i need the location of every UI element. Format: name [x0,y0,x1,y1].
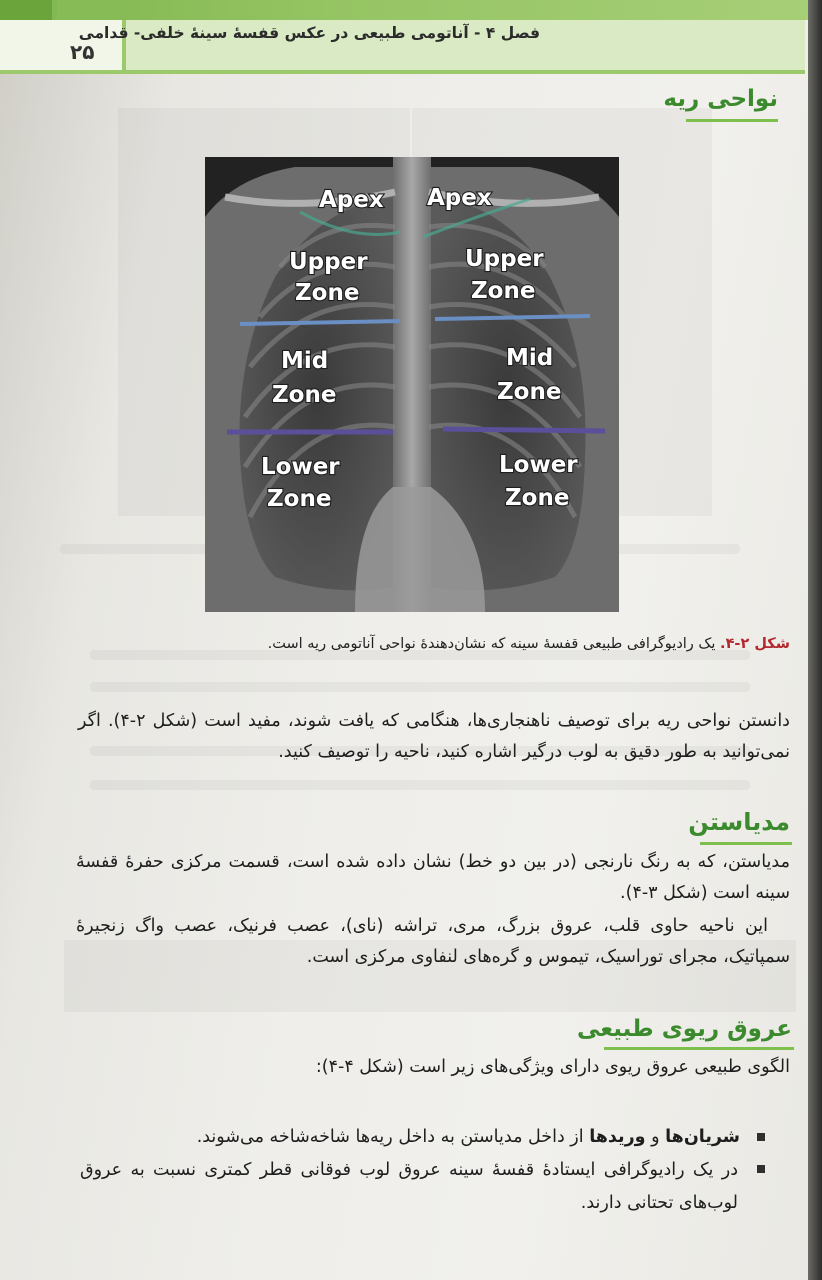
page-number: ۲۵ [70,40,95,64]
caption-label: شکل ۲-۴. [720,636,790,652]
label-mid-left-1: Mid [506,345,554,371]
label-mid-left-2: Zone [497,379,562,405]
paragraph-mediastinum-1: مدیاستن، که به رنگ نارنجی (در بین دو خط) نشان داده شده است، قسمت مرکزی حفرهٔ قفسهٔ سینه است (شکل ۳-۴). [76,852,790,903]
figure-caption [230,636,790,652]
bullet-bold-arteries: شریان‌ها [665,1127,740,1147]
mid-lower-divider-left [443,429,605,431]
bleed-through-line [90,780,750,790]
caption-text: یک رادیوگرافی طبیعی قفسهٔ سینه که نشان‌دهندهٔ نواحی آناتومی ریه است. [267,636,721,652]
heading-underline [604,1047,794,1050]
label-upper-left-2: Zone [471,278,536,304]
heading-underline [700,842,792,845]
label-apex-right: Apex [319,187,384,213]
heading-pulmonary-vessels: عروق ریوی طبیعی [577,1016,792,1042]
label-upper-right-1: Upper [289,249,368,275]
label-apex-left: Apex [427,185,492,211]
label-lower-left-2: Zone [505,485,570,511]
bullet-marker [757,1165,765,1173]
paragraph-mediastinum-2: این ناحیه حاوی قلب، عروق بزرگ، مری، تراشه (نای)، عصب فرنیک، عصب واگ زنجیرهٔ سمپاتیک، مجرای توراسیک، تیموس و گره‌های لنفاوی مرکزی است. [76,916,790,967]
bullet-bold-veins: وریدها [589,1127,646,1147]
header-tab [57,0,122,20]
bullet-conj: و [645,1127,666,1147]
header-color-band [0,0,822,20]
paragraph-zones: دانستن نواحی ریه برای توصیف ناهنجاری‌ها، هنگامی که یافت شوند، مفید است (شکل ۲-۴). اگر نمی‌توانید به طور دقیق به لوب درگیر اشاره کنید، ناحیه را توصیف کنید. [78,711,790,762]
header-tab [0,0,52,20]
bullet-text: از داخل مدیاستن به داخل ریه‌ها شاخه‌شاخه می‌شوند. [196,1127,590,1147]
label-lower-right-1: Lower [261,454,340,480]
label-upper-left-1: Upper [465,246,544,272]
label-mid-right-2: Zone [272,382,337,408]
bullet-item-1 [197,1122,740,1153]
paragraph-vessels-intro: الگوی طبیعی عروق ریوی دارای ویژگی‌های زیر است (شکل ۴-۴): [315,1057,790,1077]
chest-xray-figure [205,157,619,612]
heading-underline [686,119,778,122]
bleed-through-line [90,682,750,692]
label-lower-right-2: Zone [267,486,332,512]
running-head: فصل ۴ - آناتومی طبیعی در عکس قفسهٔ سینهٔ خلفی- قدامی [78,24,540,42]
label-mid-right-1: Mid [281,348,329,374]
label-upper-right-2: Zone [295,280,360,306]
heading-mediastinum: مدیاستن [688,808,790,836]
bullet-item-2: در یک رادیوگرافی ایستادهٔ قفسهٔ سینه عروق لوب فوقانی قطر کمتری نسبت به عروق لوب‌های تحتانی دارند. [80,1160,738,1213]
label-lower-left-1: Lower [499,452,578,478]
bullet-marker [757,1133,765,1141]
heading-lung-zones: نواحی ریه [663,86,778,112]
page-edge-shadow [808,0,822,1280]
